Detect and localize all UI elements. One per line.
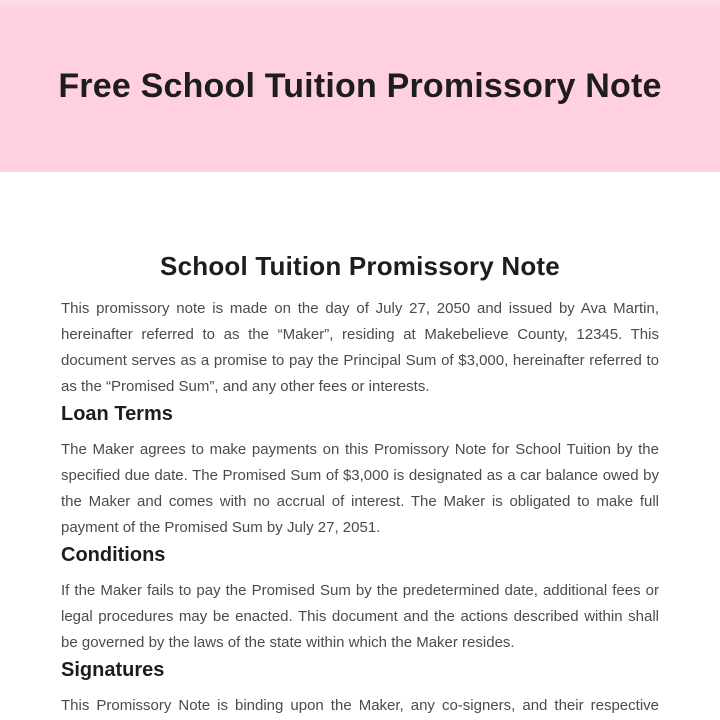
document-body [0,251,720,719]
section-paragraph-conditions: If the Maker fails to pay the Promised Sum by the predetermined date, additional fees or legal procedures may be enacted. This document and the actions described within shall be governed by the laws of the state within which the Maker resides. [61,582,659,651]
section-signatures [61,658,659,719]
document-title: School Tuition Promissory Note [160,251,560,281]
section-loan-terms [61,402,659,541]
section-paragraph-loan-terms: The Maker agrees to make payments on this Promissory Note for School Tuition by the specified due date. The Promised Sum of $3,000 is designated as a car balance owed by the Maker and comes with no accrual of interest. The Maker is obligated to make full payment of the Promised Sum by July 27, 2051. [61,441,659,536]
page-banner [0,0,720,172]
section-conditions [61,543,659,656]
section-heading-loan-terms: Loan Terms [61,403,173,425]
section-paragraph-signatures: This Promissory Note is binding upon the Maker, any co-signers, and their respective [61,697,659,714]
banner-title: Free School Tuition Promissory Note [58,66,662,105]
section-heading-signatures: Signatures [61,659,165,681]
section-heading-conditions: Conditions [61,544,166,566]
intro-paragraph: This promissory note is made on the day of July 27, 2050 and issued by Ava Martin, hereinafter referred to as the “Maker”, residing at Makebelieve County, 12345. This document serves as a promise to pay the Principal Sum of $3,000, hereinafter referred to as the “Promised Sum”, and any other fees or interests. [61,300,659,395]
